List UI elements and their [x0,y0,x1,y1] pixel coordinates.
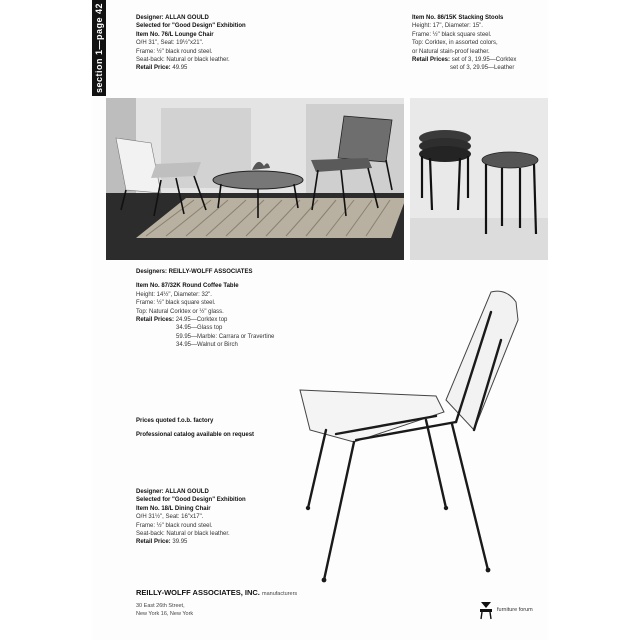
notes [136,417,254,440]
logo-text: furniture forum [497,607,533,613]
stools-frame: Frame: ½" black square steel. [412,31,492,38]
coffee-price-2: 59.95—Marble: Carrara or Travertine [176,333,275,340]
dining-seat: Seat-back: Natural or black leather. [136,531,230,538]
chair-logo-icon [478,600,494,620]
dining-price-label: Retail Price: [136,539,171,546]
stools-price2: set of 3, 29.95—Leather [450,65,515,72]
stools-dims: Height: 17", Diameter: 15". [412,23,483,30]
stools-photo [410,98,548,260]
dining-frame: Frame: ½" black round steel. [136,522,213,529]
coffee-frame: Frame: ½" black square steel. [136,300,216,307]
stools-top1: Top: Corktex, in assorted colors, [412,40,498,47]
lounge-frame: Frame: ½" black round steel. [136,48,213,55]
lounge-room-photo [106,98,404,260]
address-line-1: 30 East 26th Street, [136,603,185,609]
stools-price1: set of 3, 19.95—Corktex [451,57,517,64]
lounge-item: Item No. 76/L Lounge Chair [136,31,214,38]
company-name-line [136,588,297,597]
section-tab-label: section 1—page 42 [94,2,104,94]
company-role: manufacturers [262,591,298,597]
dining-designer: Designer: ALLAN GOULD [136,489,209,495]
dining-item: Item No. 18/L Dining Chair [136,505,211,512]
coffee-dims: Height: 14½", Diameter: 32". [136,291,212,298]
stools-info [412,14,516,73]
dining-price: 39.95 [172,539,188,546]
coffee-designers: Designers: REILLY-WOLFF ASSOCIATES [136,269,253,275]
lounge-price-label: Retail Price: [136,65,171,72]
stools-item: Item No. 86/15K Stacking Stools [412,15,504,21]
stools-top2: or Natural stain-proof leather. [412,48,490,55]
lounge-price: 49.95 [172,65,188,72]
dining-chair-image [296,280,526,590]
coffee-price-0: 24.95—Corktex top [175,317,228,324]
lounge-designer: Designer: ALLAN GOULD [136,15,209,21]
section-tab [92,0,106,96]
stools-price-label: Retail Prices: [412,57,451,64]
catalog-note: Professional catalog available on request [136,432,255,439]
address-line-2: New York 16, New York [136,611,194,617]
coffee-price-1: 34.95—Glass top [176,325,223,332]
coffee-price-label: Retail Prices: [136,317,175,324]
coffee-top: Top: Natural Corktex or ½" glass. [136,308,224,315]
lounge-seat: Seat-back: Natural or black leather. [136,57,230,64]
coffee-item: Item No. 87/32K Round Coffee Table [136,283,239,290]
lounge-selected: Selected for "Good Design" Exhibition [136,23,246,30]
coffee-table-info [136,268,274,350]
company-address [136,602,193,618]
lounge-dims: O/H 31", Seat: 19½"x21". [136,40,204,47]
company-name: REILLY-WOLFF ASSOCIATES, INC. [136,588,260,597]
dining-selected: Selected for "Good Design" Exhibition [136,497,246,504]
furniture-forum-logo [478,600,533,620]
dining-chair-info [136,488,246,547]
lounge-chair-info [136,14,246,73]
dining-dims: O/H 31½", Seat: 16"x17". [136,514,204,521]
coffee-price-3: 34.95—Walnut or Birch [176,342,238,349]
fob-note: Prices quoted f.o.b. factory [136,418,214,424]
